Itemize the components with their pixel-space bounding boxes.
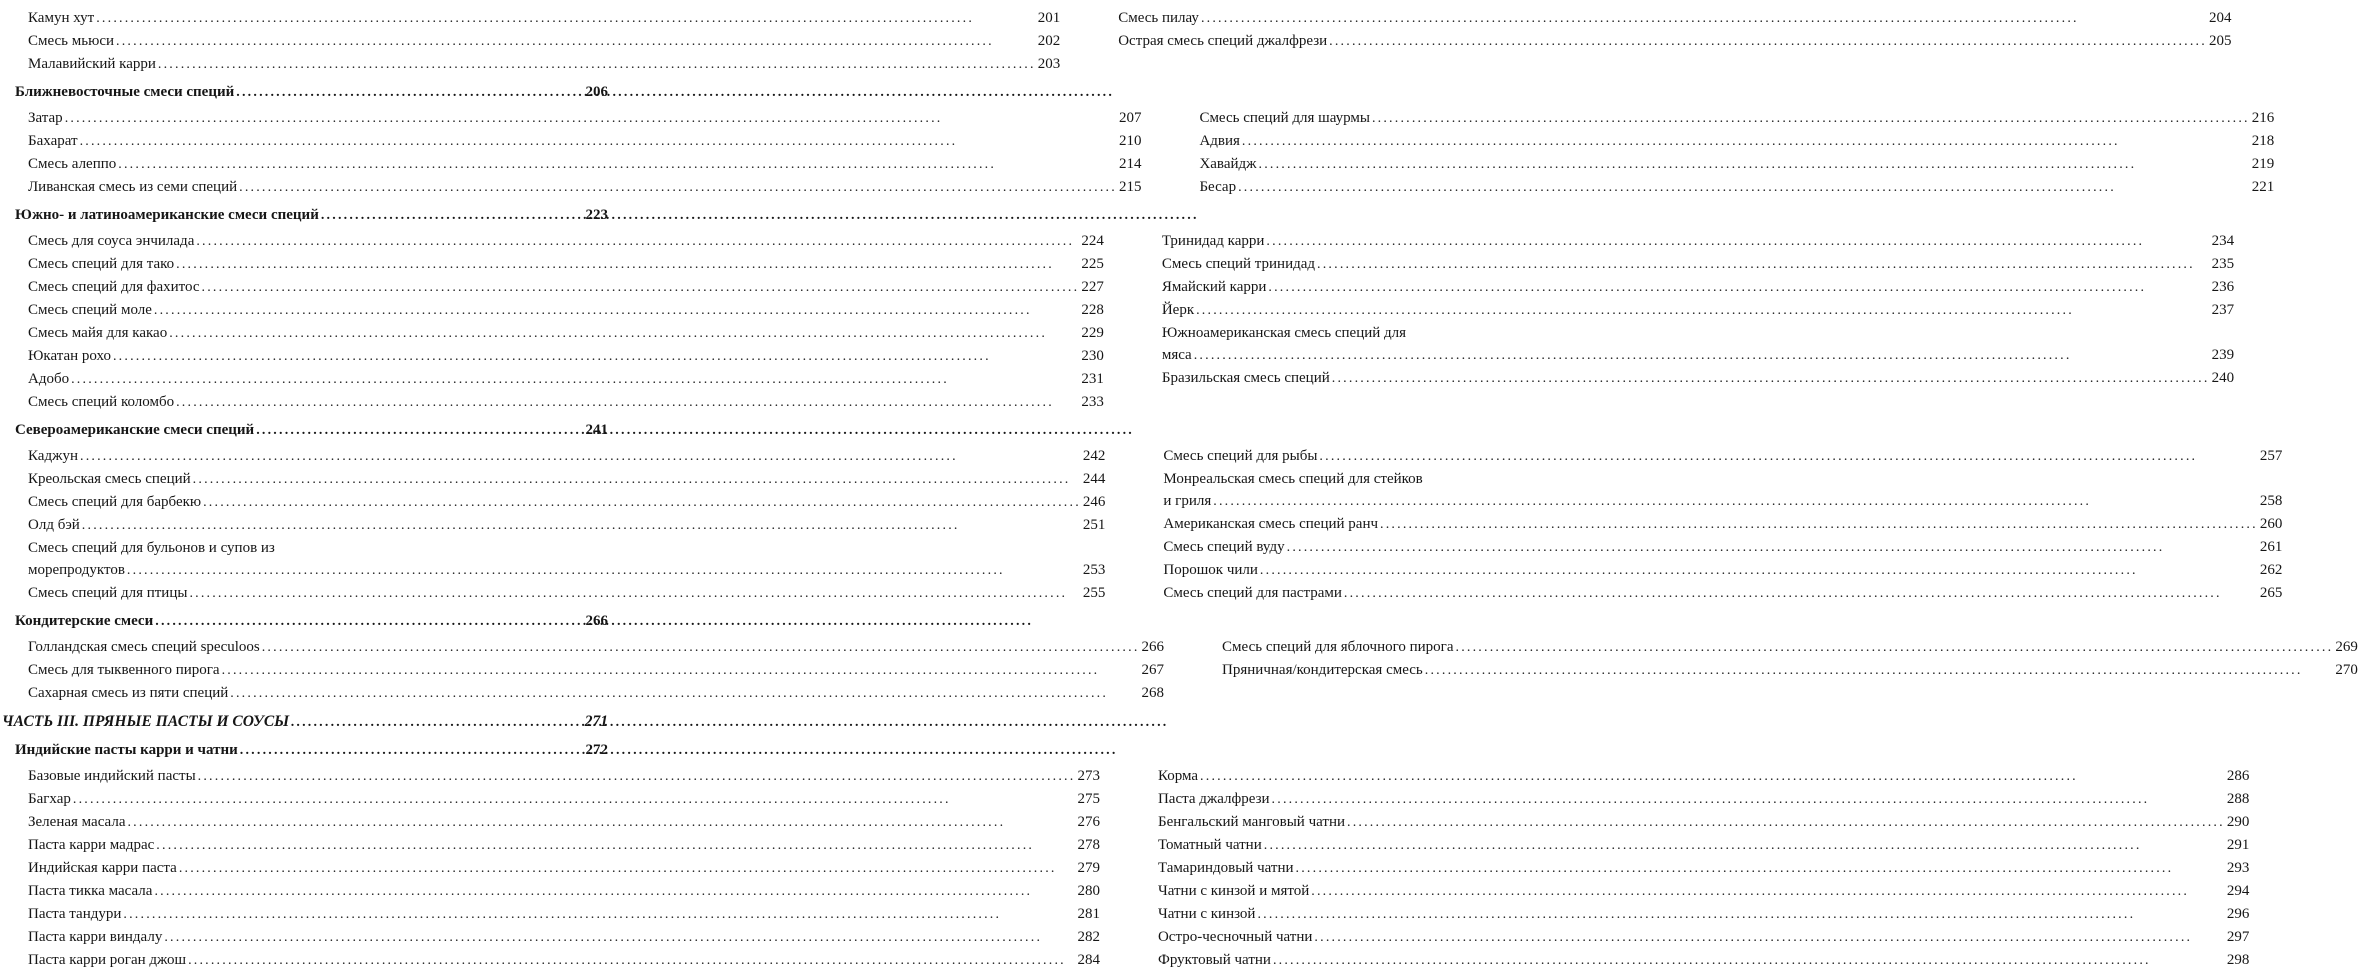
toc-entry[interactable] [1132, 949, 2249, 972]
toc-entry-label: Индийские пасты карри и чатни [15, 742, 238, 758]
toc-page-number: 207 [1118, 110, 1142, 126]
toc-entry-label: Смесь специй для фахитос [28, 279, 200, 295]
toc-entry[interactable] [2, 857, 1100, 880]
toc-entry-label: Камун хут [28, 10, 95, 26]
dot-leader [1272, 788, 2225, 811]
toc-entry-label: Бесар [1199, 179, 1237, 195]
toc-page-number: 266 [1141, 639, 1165, 655]
toc-entry-label: Йерк [1161, 302, 1195, 318]
toc-entry-continuation[interactable] [1137, 490, 2282, 513]
toc-entry-label: Олд бэй [28, 517, 80, 533]
toc-entry-label: Остро-чесночный чатни [1157, 929, 1313, 945]
dot-leader [179, 857, 1076, 880]
toc-entry-label: Адобо [28, 371, 70, 387]
toc-entry-label: Монреальская смесь специй для стейков [1163, 471, 1423, 487]
dot-leader [1260, 559, 2258, 582]
dot-leader [1200, 765, 2225, 788]
toc-column-right [1196, 636, 2358, 705]
dot-leader [158, 53, 1036, 76]
toc-column-left [2, 7, 1060, 76]
toc-page-number: 201 [1037, 10, 1061, 26]
toc-entry[interactable] [2, 582, 1105, 605]
toc-page-number: 261 [2259, 539, 2283, 555]
toc-page-number: 280 [1077, 883, 1100, 899]
toc-entry[interactable] [1136, 276, 2234, 299]
toc-entry-label: Паста тандури [28, 906, 122, 922]
toc-entry-label: Смесь специй для шаурмы [1199, 110, 1370, 126]
dot-leader [1311, 880, 2225, 903]
toc-page-number: 224 [1081, 233, 1104, 249]
toc-entry[interactable] [2, 834, 1100, 857]
toc-column-right [1132, 765, 2249, 972]
dot-leader [127, 811, 1075, 834]
dot-leader [1314, 926, 2224, 949]
dot-leader [230, 682, 1139, 705]
toc-page-number: 228 [1081, 302, 1104, 318]
toc-entry-label: Смесь специй для рыбы [1163, 448, 1318, 464]
toc-entry-label: Багхар [28, 791, 71, 807]
toc-page-number: 282 [1077, 929, 1100, 945]
toc-page-number: 267 [1141, 662, 1165, 678]
toc-page-number: 214 [1118, 156, 1142, 172]
toc-page-number: 258 [2259, 493, 2283, 509]
toc-page-number: 296 [2226, 906, 2250, 922]
toc-entry[interactable] [1136, 230, 2234, 253]
toc-entry-label: Смесь для тыквенного пирога [28, 662, 220, 678]
toc-page-number: 270 [2335, 662, 2358, 678]
toc-page-number: 251 [1082, 517, 1106, 533]
toc-page-number: 275 [1077, 791, 1100, 807]
toc-entry-label: Смесь майя для какао [28, 325, 168, 341]
dot-leader [1268, 276, 2209, 299]
toc-entry-label: Ливанская смесь из семи специй [28, 179, 238, 195]
toc-entry-label: Индийская карри паста [28, 860, 177, 876]
toc-entry-label: Каджун [28, 448, 78, 464]
dot-leader [80, 130, 1117, 153]
toc-columns [2, 765, 2250, 972]
toc-entry[interactable] [2, 491, 1105, 514]
toc-entry[interactable] [2, 230, 1104, 253]
toc-entry[interactable] [2, 345, 1104, 368]
toc-entry[interactable] [2, 276, 1104, 299]
toc-entry[interactable] [2, 880, 1100, 903]
toc-section-header[interactable] [2, 81, 608, 104]
toc-entry-label: морепродуктов [28, 562, 125, 578]
toc-entry-label: Паста карри виндалу [28, 929, 163, 945]
toc-entry[interactable] [1173, 176, 2274, 199]
toc-entry[interactable] [2, 391, 1104, 414]
dot-leader [188, 949, 1075, 972]
toc-entry[interactable] [2, 176, 1141, 199]
toc-column-right [1136, 230, 2234, 414]
toc-entry[interactable] [1137, 536, 2282, 559]
dot-leader [203, 491, 1081, 514]
toc-column-right [1092, 7, 2231, 76]
toc-page-number: 257 [2259, 448, 2283, 464]
toc-entry[interactable] [2, 949, 1100, 972]
toc-column-right [1137, 445, 2282, 605]
toc-entry-label: Смесь специй для тако [28, 256, 175, 272]
toc-entry[interactable] [1132, 834, 2249, 857]
toc-entry[interactable] [1136, 299, 2234, 322]
toc-page-number: 231 [1081, 371, 1104, 387]
toc-entry-label: Смесь специй для птицы [28, 585, 188, 601]
toc-entry-label: ЧАСТЬ III. ПРЯНЫЕ ПАСТЫ И СОУСЫ [2, 713, 290, 730]
dot-leader [123, 903, 1075, 926]
toc-entry[interactable] [1137, 559, 2282, 582]
toc-entry-label: Смесь специй вуду [1163, 539, 1285, 555]
dot-leader [156, 834, 1075, 857]
toc-entry[interactable] [2, 682, 1164, 705]
toc-entry[interactable] [1173, 153, 2274, 176]
toc-page-number: 262 [2259, 562, 2283, 578]
toc-page-number: 230 [1081, 348, 1104, 364]
toc-entry-label: Чатни с кинзой [1157, 906, 1256, 922]
dot-leader [321, 204, 584, 227]
toc-page-number: 210 [1118, 133, 1142, 149]
dot-leader [82, 514, 1081, 537]
toc-entry-label: Южно- и латиноамериканские смеси специй [15, 207, 319, 223]
toc-entry[interactable] [1137, 445, 2282, 468]
toc-entry-label: Хавайдж [1199, 156, 1257, 172]
dot-leader [164, 926, 1075, 949]
toc-entry-label: Корма [1157, 768, 1199, 784]
dot-leader [1425, 659, 2334, 682]
toc-entry[interactable] [2, 445, 1105, 468]
dot-leader [291, 711, 583, 734]
dot-leader [1344, 582, 2258, 605]
toc-page-number: 202 [1037, 33, 1061, 49]
toc-page-number: 276 [1077, 814, 1100, 830]
dot-leader [1266, 230, 2209, 253]
toc-entry-label: и гриля [1163, 493, 1212, 509]
dot-leader [198, 765, 1076, 788]
dot-leader [1296, 857, 2225, 880]
toc-page-number: 273 [1077, 768, 1100, 784]
toc-entry-label: Паста карри мадрас [28, 837, 155, 853]
toc-entry-label: Смесь специй коломбо [28, 394, 175, 410]
toc-entry[interactable] [2, 7, 1060, 30]
toc-page-number: 278 [1077, 837, 1100, 853]
dot-leader [1329, 30, 2207, 53]
toc-entry-label: Порошок чили [1163, 562, 1258, 578]
toc-entry[interactable] [2, 636, 1164, 659]
toc-page-number: 215 [1118, 179, 1142, 195]
toc-entry-label: Кондитерские смеси [15, 613, 154, 629]
toc-column-left [2, 765, 1100, 972]
toc-entry-label: Смесь мьюси [28, 33, 115, 49]
toc-entry[interactable] [2, 765, 1100, 788]
toc-page-number: 242 [1082, 448, 1106, 464]
toc-page-number: 281 [1077, 906, 1100, 922]
toc-page-number: 240 [2211, 370, 2235, 386]
toc-entry-label: мяса [1161, 347, 1192, 363]
toc-entry-label: Паста тикка масала [28, 883, 153, 899]
toc-page-number: 268 [1141, 685, 1165, 701]
toc-page-number: 204 [2208, 10, 2232, 26]
toc-page-number: 266 [585, 613, 608, 629]
toc-page-number: 223 [585, 207, 608, 223]
toc-page-number: 216 [2251, 110, 2275, 126]
toc-page-number: 205 [2208, 33, 2232, 49]
toc-entry[interactable] [2, 788, 1100, 811]
toc-entry[interactable] [1173, 130, 2274, 153]
toc-entry[interactable] [1092, 7, 2231, 30]
dot-leader [1317, 253, 2210, 276]
toc-entry[interactable] [1132, 788, 2249, 811]
toc-entry-label: Смесь специй для яблочного пирога [1222, 639, 1454, 655]
toc-page-number: 293 [2226, 860, 2250, 876]
toc-entry-label: Зеленая масала [28, 814, 126, 830]
toc-entry[interactable] [2, 811, 1100, 834]
toc-page-number: 288 [2226, 791, 2250, 807]
toc-entry-label: Сахарная смесь из пяти специй [28, 685, 229, 701]
toc-page-number: 227 [1081, 279, 1104, 295]
dot-leader [73, 788, 1076, 811]
toc-entry-label: Юкатан рохо [28, 348, 111, 364]
dot-leader [116, 30, 1036, 53]
dot-leader [1347, 811, 2225, 834]
toc-page-number: 284 [1077, 952, 1100, 968]
toc-section-header[interactable] [2, 204, 608, 227]
toc-entry[interactable] [2, 659, 1164, 682]
toc-page-number: 271 [584, 713, 608, 730]
toc-columns [2, 445, 2283, 605]
toc-entry[interactable] [2, 53, 1060, 76]
toc-page-number: 290 [2226, 814, 2250, 830]
dot-leader [1201, 7, 2207, 30]
dot-leader [1372, 107, 2250, 130]
toc-entry-label: Чатни с кинзой и мятой [1157, 883, 1310, 899]
toc-entry[interactable] [1137, 513, 2282, 536]
toc-entry-label: Паста джалфрези [1157, 791, 1270, 807]
dot-leader [236, 81, 583, 104]
toc-entry-label: Базовые индийский пасты [28, 768, 196, 784]
dot-leader [1264, 834, 2225, 857]
toc-columns [2, 636, 2358, 705]
dot-leader [196, 230, 1079, 253]
dot-leader [202, 276, 1080, 299]
toc-entry[interactable] [2, 130, 1141, 153]
toc-entry-label: Томатный чатни [1157, 837, 1262, 853]
toc-page-number: 235 [2211, 256, 2235, 272]
dot-leader [1456, 636, 2334, 659]
dot-leader [118, 153, 1117, 176]
toc-page-number: 225 [1081, 256, 1104, 272]
toc-page-number: 255 [1082, 585, 1106, 601]
toc-entry[interactable] [2, 514, 1105, 537]
dot-leader [1319, 445, 2257, 468]
dot-leader [256, 419, 583, 442]
toc-entry[interactable] [2, 926, 1100, 949]
dot-leader [1273, 949, 2225, 972]
toc-entry-label: Голландская смесь специй speculoos [28, 639, 260, 655]
toc-entry-label: Ближневосточные смеси специй [15, 84, 235, 100]
toc-entry-label: Бразильская смесь специй [1161, 370, 1330, 386]
toc-column-right [1173, 107, 2274, 199]
dot-leader [222, 659, 1140, 682]
toc-page-number: 297 [2226, 929, 2250, 945]
toc-entry-label: Смесь для соуса энчилада [28, 233, 195, 249]
toc-page-number: 269 [2335, 639, 2358, 655]
dot-leader [193, 468, 1081, 491]
toc-entry[interactable] [1136, 322, 2234, 367]
dot-leader [1380, 513, 2258, 536]
toc-entry-label: Смесь пилау [1118, 10, 1199, 26]
toc-page-number: 298 [2226, 952, 2250, 968]
toc-entry[interactable] [2, 903, 1100, 926]
toc-entry[interactable] [1136, 367, 2234, 390]
toc-entry-label: Паста карри роган джош [28, 952, 187, 968]
toc-entry[interactable] [1136, 253, 2234, 276]
toc-entry-label: Малавийский карри [28, 56, 156, 72]
toc-entry[interactable] [1132, 926, 2249, 949]
toc-entry-label: Смесь алеппо [28, 156, 117, 172]
toc-entry-continuation[interactable] [2, 559, 1105, 582]
dot-leader [155, 610, 583, 633]
toc-page-number: 236 [2211, 279, 2235, 295]
dot-leader [189, 582, 1080, 605]
toc-entry[interactable] [1132, 880, 2249, 903]
dot-leader [169, 322, 1079, 345]
toc-entry-label: Ямайский карри [1161, 279, 1267, 295]
dot-leader [154, 880, 1075, 903]
toc-column-left [2, 445, 1105, 605]
toc-entry-label: Смесь специй тринидад [1161, 256, 1316, 272]
toc-entry-label: Адвия [1199, 133, 1240, 149]
toc-entry-continuation[interactable] [1136, 344, 2234, 367]
toc-page-number: 279 [1077, 860, 1100, 876]
dot-leader [1287, 536, 2258, 559]
toc-entry[interactable] [1173, 107, 2274, 130]
toc-entry-label: Смесь специй для барбекю [28, 494, 202, 510]
toc-page-number: 241 [585, 422, 608, 438]
toc-column-left [2, 636, 1164, 705]
dot-leader [176, 391, 1079, 414]
toc-entry[interactable] [2, 299, 1104, 322]
toc-entry-label: Острая смесь специй джалфрези [1118, 33, 1328, 49]
toc-page-number: 272 [585, 742, 608, 758]
dot-leader [1332, 367, 2210, 390]
toc-entry[interactable] [2, 153, 1141, 176]
dot-leader [65, 107, 1117, 130]
toc-page-number: 239 [2211, 347, 2235, 363]
toc-entry[interactable] [2, 322, 1104, 345]
toc-page-number: 244 [1082, 471, 1106, 487]
dot-leader [80, 445, 1081, 468]
toc-entry[interactable] [1132, 765, 2249, 788]
toc-section-header[interactable] [2, 739, 608, 762]
dot-leader [239, 176, 1117, 199]
toc-columns [2, 7, 2232, 76]
toc-column-left [2, 107, 1141, 199]
toc-entry[interactable] [2, 537, 1105, 582]
toc-entry-label: Смесь специй для бульонов и супов из [28, 540, 275, 556]
toc-page-number: 203 [1037, 56, 1061, 72]
toc-entry-label: Смесь специй для пастрами [1163, 585, 1342, 601]
toc-entry[interactable] [1137, 582, 2282, 605]
toc-section-header[interactable] [2, 419, 608, 442]
toc-entry-label: Тамариндовый чатни [1157, 860, 1294, 876]
toc-page-number: 286 [2226, 768, 2250, 784]
toc-columns [2, 230, 2235, 414]
toc-entry[interactable] [2, 468, 1105, 491]
toc-section-header[interactable] [2, 610, 608, 633]
dot-leader [1257, 903, 2224, 926]
toc-entry[interactable] [1137, 468, 2282, 513]
dot-leader [113, 345, 1079, 368]
toc-entry[interactable] [2, 107, 1141, 130]
toc-page-number: 233 [1081, 394, 1104, 410]
dot-leader [1242, 130, 2250, 153]
toc-entry-label: Креольская смесь специй [28, 471, 191, 487]
toc-part-header[interactable] [2, 711, 608, 734]
toc-entry-label: Фруктовый чатни [1157, 952, 1271, 968]
toc-entry[interactable] [1196, 659, 2358, 682]
toc-page-number: 294 [2226, 883, 2250, 899]
toc-page-number: 237 [2211, 302, 2235, 318]
dot-leader [1196, 299, 2209, 322]
toc-page-number: 265 [2259, 585, 2283, 601]
toc-page-number: 253 [1082, 562, 1106, 578]
toc-page-number: 206 [585, 84, 608, 100]
toc-page-number: 219 [2251, 156, 2275, 172]
toc-entry[interactable] [1092, 30, 2231, 53]
toc-entry-label: Бенгальский манговый чатни [1157, 814, 1345, 830]
dot-leader [1213, 490, 2258, 513]
toc-entry-label: Бахарат [28, 133, 78, 149]
toc-entry-label: Тринидад карри [1161, 233, 1265, 249]
toc-entry[interactable] [2, 30, 1060, 53]
toc-columns [2, 107, 2275, 199]
toc-entry[interactable] [1132, 811, 2249, 834]
dot-leader [1194, 344, 2210, 367]
toc-page-number: 234 [2211, 233, 2235, 249]
toc-entry[interactable] [2, 368, 1104, 391]
toc-entry[interactable] [1132, 857, 2249, 880]
toc-entry-label: Затар [28, 110, 63, 126]
toc-entry[interactable] [1132, 903, 2249, 926]
toc-page-number: 229 [1081, 325, 1104, 341]
toc-entry-label: Американская смесь специй ранч [1163, 516, 1379, 532]
dot-leader [176, 253, 1079, 276]
toc-entry-label: Южноамериканская смесь специй для [1161, 325, 1407, 341]
toc-page-number: 246 [1082, 494, 1106, 510]
dot-leader [127, 559, 1081, 582]
dot-leader [154, 299, 1079, 322]
toc-column-left [2, 230, 1104, 414]
toc-page-number: 291 [2226, 837, 2250, 853]
toc-page-number: 260 [2259, 516, 2283, 532]
dot-leader [240, 739, 584, 762]
dot-leader [262, 636, 1140, 659]
toc-entry-label: Пряничная/кондитерская смесь [1222, 662, 1423, 678]
dot-leader [1238, 176, 2250, 199]
toc-page-number: 218 [2251, 133, 2275, 149]
dot-leader [1259, 153, 2250, 176]
toc-entry[interactable] [1196, 636, 2358, 659]
dot-leader [71, 368, 1079, 391]
dot-leader [96, 7, 1036, 30]
toc-entry-label: Североамериканские смеси специй [15, 422, 255, 438]
toc-entry[interactable] [2, 253, 1104, 276]
toc-page-number: 221 [2251, 179, 2275, 195]
toc-entry-label: Смесь специй моле [28, 302, 152, 318]
